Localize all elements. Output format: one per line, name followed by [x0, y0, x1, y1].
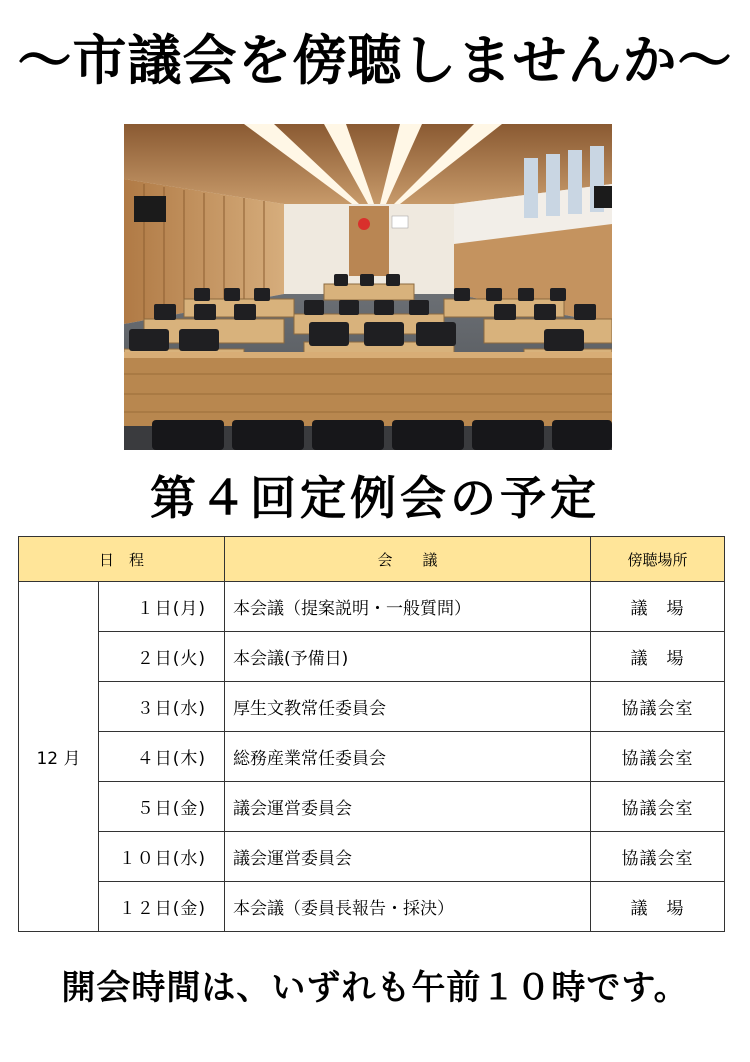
- header-schedule: 日 程: [19, 537, 225, 582]
- table-row: [19, 782, 725, 832]
- date-cell: １日(月): [99, 582, 225, 632]
- place-cell: 協議会室: [591, 832, 725, 882]
- header-meeting: 会 議: [225, 537, 591, 582]
- meeting-cell: 本会議(予備日): [225, 632, 591, 682]
- meeting-cell: 議会運営委員会: [225, 832, 591, 882]
- place-cell: 議 場: [591, 582, 725, 632]
- council-chamber-photo: [124, 124, 612, 450]
- place-cell: 議 場: [591, 882, 725, 932]
- page-title: ～市議会を傍聴しませんか～: [17, 29, 733, 92]
- date-cell: ４日(木): [99, 732, 225, 782]
- place-cell: 協議会室: [591, 682, 725, 732]
- date-cell: ２日(火): [99, 632, 225, 682]
- date-cell: １０日(水): [99, 832, 225, 882]
- meeting-cell: 本会議（委員長報告・採決）: [225, 882, 591, 932]
- date-cell: ５日(金): [99, 782, 225, 832]
- table-row: [19, 732, 725, 782]
- meeting-cell: 厚生文教常任委員会: [225, 682, 591, 732]
- place-cell: 協議会室: [591, 782, 725, 832]
- meeting-cell: 本会議（提案説明・一般質問）: [225, 582, 591, 632]
- table-row: [19, 632, 725, 682]
- date-cell: １２日(金): [99, 882, 225, 932]
- place-cell: 議 場: [591, 632, 725, 682]
- month-cell: 12 月: [19, 582, 99, 932]
- opening-time-note: 開会時間は、いずれも午前１０時です。: [61, 968, 689, 1008]
- date-cell: ３日(水): [99, 682, 225, 732]
- meeting-cell: 総務産業常任委員会: [225, 732, 591, 782]
- table-row: [19, 832, 725, 882]
- place-cell: 協議会室: [591, 732, 725, 782]
- section-title: 第４回定例会の予定: [150, 471, 600, 525]
- table-row: [19, 682, 725, 732]
- table-row: [19, 582, 725, 632]
- schedule-table: [18, 536, 725, 932]
- table-row: [19, 882, 725, 932]
- meeting-cell: 議会運営委員会: [225, 782, 591, 832]
- table-header-row: [19, 537, 725, 582]
- header-place: 傍聴場所: [591, 537, 725, 582]
